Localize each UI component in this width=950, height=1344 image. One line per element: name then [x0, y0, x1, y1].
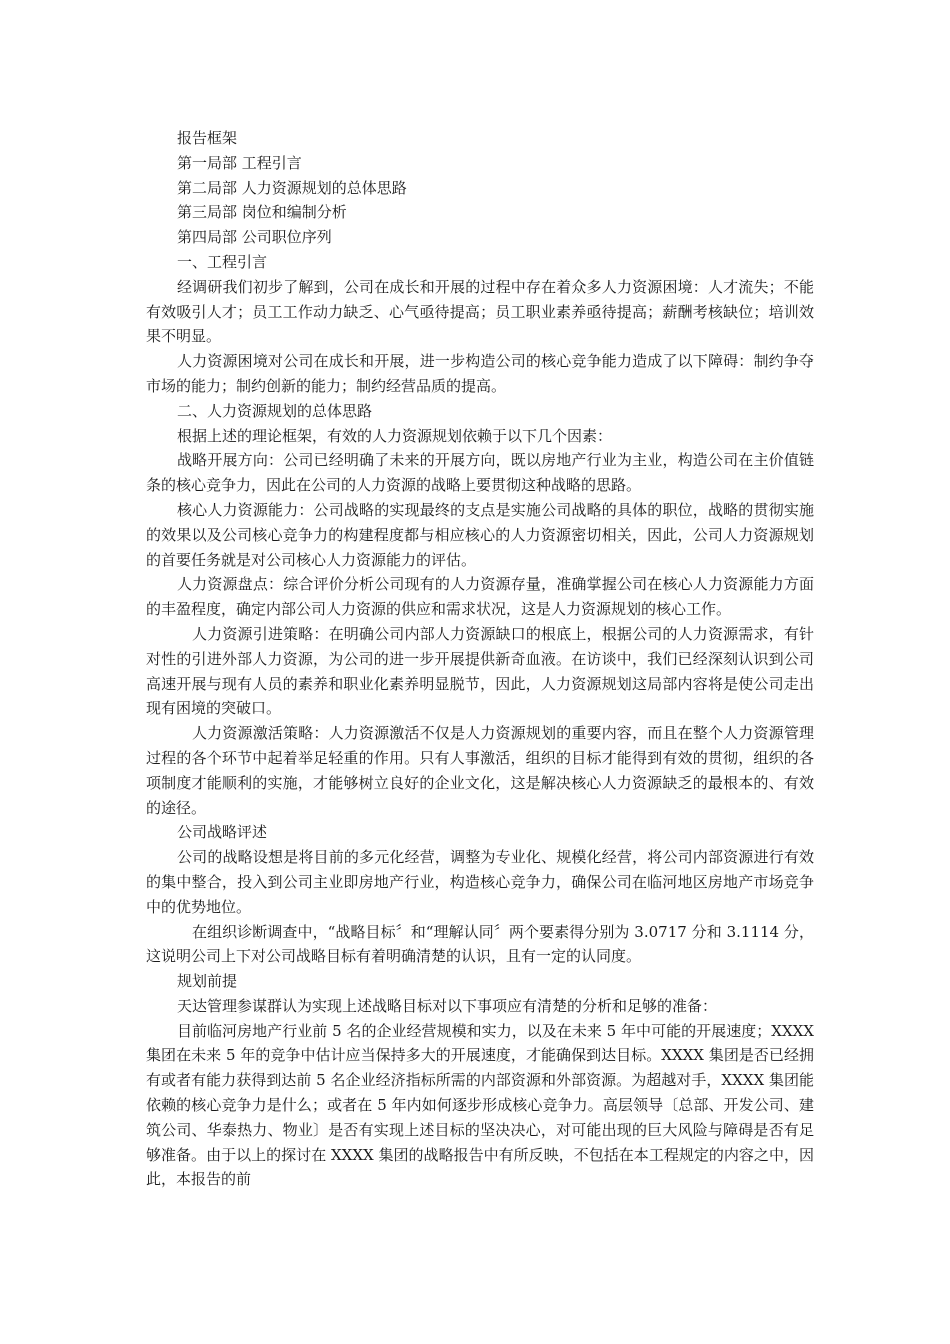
- paragraph-research-findings: 经调研我们初步了解到，公司在成长和开展的过程中存在着众多人力资源困境：人才流失；不能有效吸引人才；员工工作动力缺乏、心气亟待提高；员工职业素养亟待提高；薪酬考核缺位；培训效果不明显。: [146, 277, 814, 346]
- outline-item-part-3: 第三局部 岗位和编制分析: [177, 203, 347, 222]
- paragraph-premise-details: 目前临河房地产行业前 5 名的企业经营规模和实力，以及在未来 5 年中可能的开展速度；XXXX 集团在未来 5 年的竞争中估计应当保持多大的开展速度，才能确保到达目标。XXXX 集团是否已经拥有或者有能力获得到达前 5 名企业经济指标所需的内部资源和外部资源。为超越对手，XXXX 集团能依赖的核心竞争力是什么；或者在 5 年内如何逐步形成核心竞争力。高层领导〔总部、开发公司、建筑公司、华泰热力、物业〕是否有实现上述目标的坚决决心，对可能出现的巨大风险与障碍是否有足够准备。由于以上的探讨在 XXXX 集团的战略报告中有所反映，不包括在本工程规定的内容之中，因此，本报告的前: [146, 1021, 814, 1189]
- outline-item-part-2: 第二局部 人力资源规划的总体思路: [177, 178, 407, 197]
- outline-item-part-1: 第一局部 工程引言: [177, 153, 302, 172]
- paragraph-strategic-direction: 战略开展方向：公司已经明确了未来的开展方向，既以房地产行业为主业，构造公司在主价值链条的核心竞争力，因此在公司的人力资源的战略上要贯彻这种战略的思路。: [146, 451, 814, 495]
- outline-title: 报告框架: [177, 129, 238, 147]
- outline-item-part-4: 第四局部 公司职位序列: [177, 228, 332, 247]
- paragraph-premise-intro: 天达管理参谋群认为实现上述战略目标对以下事项应有清楚的分析和足够的准备：: [177, 996, 718, 1015]
- paragraph-hr-activation-strategy: 人力资源激活策略：人力资源激活不仅是人力资源规划的重要内容，而且在整个人力资源管理过程的各个环节中起着举足轻重的作用。只有人事激活，组织的目标才能得到有效的贯彻，组织的各项制度才能顺利的实施，才能够树立良好的企业文化，这是解决核心人力资源缺乏的最根本的、有效的途径。: [146, 724, 814, 817]
- paragraph-hr-inventory: 人力资源盘点：综合评价分析公司现有的人力资源存量，准确掌握公司在核心人力资源能力方面的丰盈程度，确定内部公司人力资源的供应和需求状况，这是人力资源规划的核心工作。: [146, 575, 814, 619]
- paragraph-diagnosis-scores: 在组织诊断调查中，“战略目标〞和“理解认同〞两个要素得分别为 3.0717 分和 3.1114 分，这说明公司上下对公司战略目标有着明确清楚的认识，且有一定的认同度。: [146, 922, 814, 966]
- paragraph-strategy-vision: 公司的战略设想是将目前的多元化经营，调整为专业化、规模化经营，将公司内部资源进行有效的集中整合，投入到公司主业即房地产行业，构造核心竞争力，确保公司在临河地区房地产市场竞争中的优势地位。: [146, 848, 814, 916]
- section-heading-strategy-review: 公司战略评述: [177, 823, 268, 842]
- section-heading-overall-approach: 二、人力资源规划的总体思路: [177, 401, 373, 420]
- section-heading-project-intro: 一、工程引言: [177, 252, 268, 271]
- paragraph-obstacles: 人力资源困境对公司在成长和开展，进一步构造公司的核心竞争能力造成了以下障碍：制约争夺市场的能力；制约创新的能力；制约经营品质的提高。: [146, 352, 814, 395]
- paragraph-core-hr-capability: 核心人力资源能力：公司战略的实现最终的支点是实施公司战略的具体的职位，战略的贯彻实施的效果以及公司核心竞争力的构建程度都与相应核心的人力资源密切相关，因此，公司人力资源规划的首要任务就是对公司核心人力资源能力的评估。: [146, 500, 814, 569]
- paragraph-hr-recruitment-strategy: 人力资源引进策略：在明确公司内部人力资源缺口的根底上，根据公司的人力资源需求，有针对性的引进外部人力资源，为公司的进一步开展提供新奇血液。在访谈中，我们已经深刻认识到公司高速开展与现有人员的素养和职业化素养明显脱节，因此，人力资源规划这局部内容将是使公司走出现有困境的突破口。: [146, 624, 814, 718]
- document-body: [146, 126, 814, 1192]
- paragraph-factors-intro: 根据上述的理论框架，有效的人力资源规划依赖于以下几个因素：: [177, 426, 613, 445]
- section-heading-planning-premise: 规划前提: [177, 972, 238, 991]
